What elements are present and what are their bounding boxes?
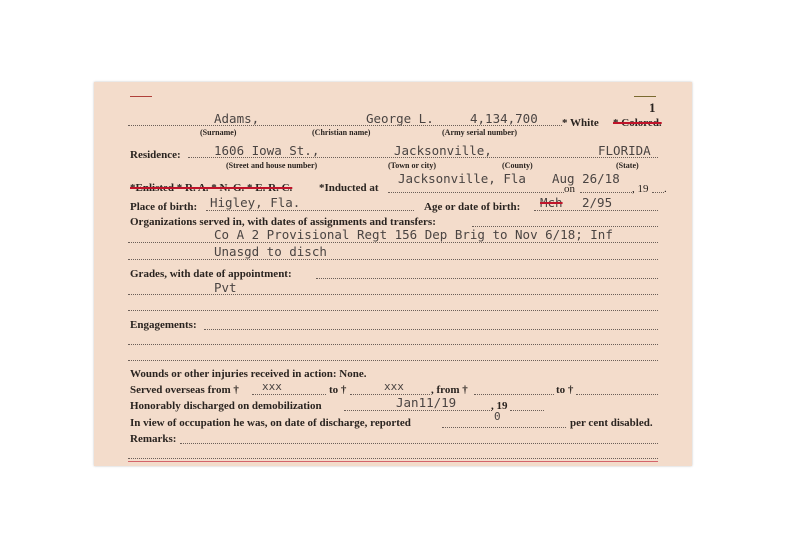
- overseas-to-value: xxx: [384, 380, 404, 393]
- remarks-line-1: [128, 458, 658, 459]
- grades-line-1: [128, 294, 658, 295]
- state-value: FLORIDA: [598, 143, 651, 158]
- disability-pct-value: 0: [494, 410, 501, 423]
- birth-place-label: Place of birth:: [130, 201, 198, 213]
- birth-month-value: Mch: [540, 195, 563, 210]
- caption-street: (Street and house number): [226, 161, 318, 170]
- race-white: * White: [562, 117, 599, 129]
- organizations-line-1: [128, 242, 658, 243]
- engagements-line-1: [128, 344, 658, 345]
- remarks-line-0: [180, 443, 658, 444]
- organizations-label: Organizations served in, with dates of assignments and transfers:: [130, 216, 436, 228]
- name-line: [128, 125, 562, 126]
- age-label: Age or date of birth:: [424, 201, 521, 213]
- discharge-year-label: , 19: [491, 400, 508, 412]
- year-end: .: [664, 183, 667, 195]
- occupation-label: In view of occupation he was, on date of discharge, reported: [130, 417, 411, 429]
- caption-state: (State): [616, 161, 639, 170]
- overseas-label: Served overseas from †: [130, 384, 239, 396]
- bottom-red-line: [128, 461, 658, 462]
- serial-number-value: 4,134,700: [470, 111, 538, 126]
- overseas-to-label: to †: [329, 384, 347, 396]
- top-tick-right: [634, 96, 656, 97]
- disability-line: [442, 427, 566, 428]
- discharge-date-line: [344, 410, 492, 411]
- street-value: 1606 Iowa St.,: [214, 143, 320, 158]
- remarks-label: Remarks:: [130, 433, 177, 445]
- overseas-from-line: [252, 394, 326, 395]
- overseas-from2-line: [474, 394, 554, 395]
- enlisted-label: *Enlisted * R. A. * N. G. * E. R. C.: [130, 182, 293, 194]
- card-number: 1: [649, 100, 656, 115]
- christian-name-value: George L.: [366, 111, 434, 126]
- grades-line-0: [316, 278, 658, 279]
- inducted-place-line: [388, 192, 564, 193]
- overseas-from2-label: , from †: [431, 384, 468, 396]
- caption-surname: (Surname): [200, 128, 237, 137]
- inducted-date-value: Aug 26/18: [552, 171, 620, 186]
- overseas-to2-line: [576, 394, 658, 395]
- overseas-to2-label: to †: [556, 384, 574, 396]
- caption-county: (County): [502, 161, 533, 170]
- discharged-label: Honorably discharged on demobilization: [130, 400, 322, 412]
- year-line: [652, 192, 664, 193]
- caption-christian-name: (Christian name): [312, 128, 371, 137]
- discharge-date-value: Jan11/19: [396, 395, 457, 410]
- organizations-line1-value: Co A 2 Provisional Regt 156 Dep Brig to Nov 6/18; Inf: [214, 227, 613, 242]
- year-label: , 19: [632, 183, 649, 195]
- caption-town: (Town or city): [388, 161, 436, 170]
- disabled-label: per cent disabled.: [570, 417, 653, 429]
- surname-value: Adams,: [214, 111, 260, 126]
- engagements-label: Engagements:: [130, 319, 197, 331]
- grades-label: Grades, with date of appointment:: [130, 268, 292, 280]
- organizations-line2-value: Unasgd to disch: [214, 244, 327, 259]
- birth-date-line: [534, 210, 658, 211]
- caption-serial-number: (Army serial number): [442, 128, 518, 137]
- discharge-year-line: [510, 410, 544, 411]
- residence-label: Residence:: [130, 149, 181, 161]
- organizations-line-2: [128, 259, 658, 260]
- birth-place-line: [206, 210, 414, 211]
- town-value: Jacksonville,: [394, 143, 492, 158]
- race-colored: * Colored.: [613, 117, 662, 129]
- grades-line-2: [128, 310, 658, 311]
- service-card: [94, 82, 692, 466]
- wounds-label: Wounds or other injuries received in action: None.: [130, 368, 367, 380]
- on-label: on: [564, 183, 575, 195]
- top-tick-left: [130, 96, 152, 97]
- inducted-label: *Inducted at: [319, 182, 379, 194]
- inducted-place-value: Jacksonville, Fla: [398, 171, 526, 186]
- birth-place-value: Higley, Fla.: [210, 195, 301, 210]
- residence-line: [188, 157, 658, 158]
- engagements-line-2: [128, 360, 658, 361]
- overseas-from-value: xxx: [262, 380, 282, 393]
- birth-date-value: 2/95: [582, 195, 613, 210]
- grade-value: Pvt: [214, 280, 237, 295]
- engagements-line-0: [204, 329, 658, 330]
- inducted-date-line: [580, 192, 634, 193]
